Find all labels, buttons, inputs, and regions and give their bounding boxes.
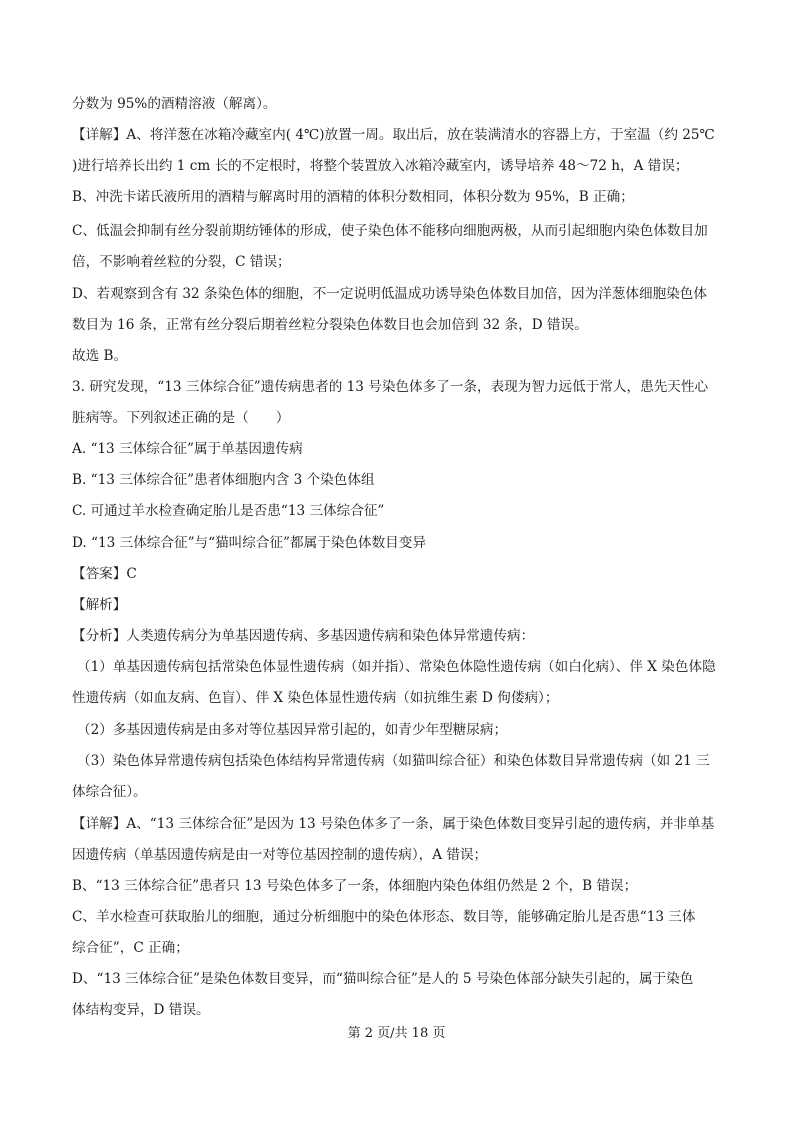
text-line: 【详解】A、“13 三体综合征”是因为 13 号染色体多了一条，属于染色体数目变异引起的遗传病，并非单基 (72, 816, 715, 832)
text-line: B、“13 三体综合征”患者只 13 号染色体多了一条，体细胞内染色体组仍然是 2 个，B 错误； (72, 878, 638, 894)
option-d: D. “13 三体综合征”与“猫叫综合征”都属于染色体数目变异 (72, 535, 426, 551)
text-line: )进行培养长出约 1 cm 长的不定根时，将整个装置放入冰箱冷藏室内，诱导培养 48～72 h，A 错误； (72, 158, 689, 174)
text-line: （1）单基因遗传病包括常染色体显性遗传病（如并指）、常染色体隐性遗传病（如白化病）、伴 X 染色体隐 (77, 659, 716, 675)
text-line: D、若观察到含有 32 条染色体的细胞，不一定说明低温成功诱导染色体数目加倍，因为洋葱体细胞染色体 (72, 286, 707, 302)
text-line: 因遗传病（单基因遗传病是由一对等位基因控制的遗传病），A 错误； (72, 847, 488, 863)
text-line: （2）多基因遗传病是由多对等位基因异常引起的，如青少年型糖尿病； (77, 722, 508, 738)
text-line: B、冲洗卡诺氏液所用的酒精与解离时用的酒精的体积分数相同，体积分数为 95%，B 正确； (72, 189, 634, 205)
option-c: C. 可通过羊水检查确定胎儿是否患“13 三体综合征” (72, 503, 385, 519)
page-number-footer: 第 2 页/共 18 页 (347, 1026, 446, 1041)
analysis-heading: 【解析】 (72, 597, 127, 613)
answer-line: 【答案】C (72, 566, 137, 582)
option-b: B. “13 三体综合征”患者体细胞内含 3 个染色体组 (72, 472, 375, 488)
text-line: 体结构变异，D 错误。 (72, 1002, 210, 1018)
text-line: 故选 B。 (72, 348, 128, 364)
text-line: 分数为 95%的酒精溶液（解离）。 (72, 96, 277, 112)
question-stem: 脏病等。下列叙述正确的是（ ） (72, 410, 290, 426)
text-line: 【分析】人类遗传病分为单基因遗传病、多基因遗传病和染色体异常遗传病： (72, 628, 535, 644)
text-line: 数目为 16 条，正常有丝分裂后期着丝粒分裂染色体数目也会加倍到 32 条，D 错误。 (72, 317, 588, 333)
text-line: C、低温会抑制有丝分裂前期纺锤体的形成，使子染色体不能移向细胞两极，从而引起细胞内染色体数目加 (72, 223, 708, 239)
text-line: 综合征”，C 正确； (72, 940, 189, 956)
text-line: 【详解】A、将洋葱在冰箱冷藏室内( 4℃)放置一周。取出后，放在装满清水的容器上方，于室温（约 25℃ (72, 127, 715, 143)
text-line: C、羊水检查可获取胎儿的细胞，通过分析细胞中的染色体形态、数目等，能够确定胎儿是否患“13 三体 (72, 909, 696, 925)
text-line: 体综合征）。 (72, 784, 147, 800)
text-line: 性遗传病（如血友病、色盲）、伴 X 染色体显性遗传病（如抗维生素 D 佝偻病）； (72, 690, 559, 706)
question-stem: 3. 研究发现，“13 三体综合征”遗传病患者的 13 号染色体多了一条，表现为智力远低于常人，患先天性心 (72, 379, 709, 395)
text-line: D、“13 三体综合征”是染色体数目变异，而“猫叫综合征”是人的 5 号染色体部分缺失引起的，属于染色 (72, 971, 694, 987)
text-line: （3）染色体异常遗传病包括染色体结构异常遗传病（如猫叫综合征）和染色体数目异常遗传病（如 21 三 (77, 753, 710, 769)
text-line: 倍，不影响着丝粒的分裂，C 错误； (72, 254, 291, 270)
option-a: A. “13 三体综合征”属于单基因遗传病 (72, 441, 303, 457)
